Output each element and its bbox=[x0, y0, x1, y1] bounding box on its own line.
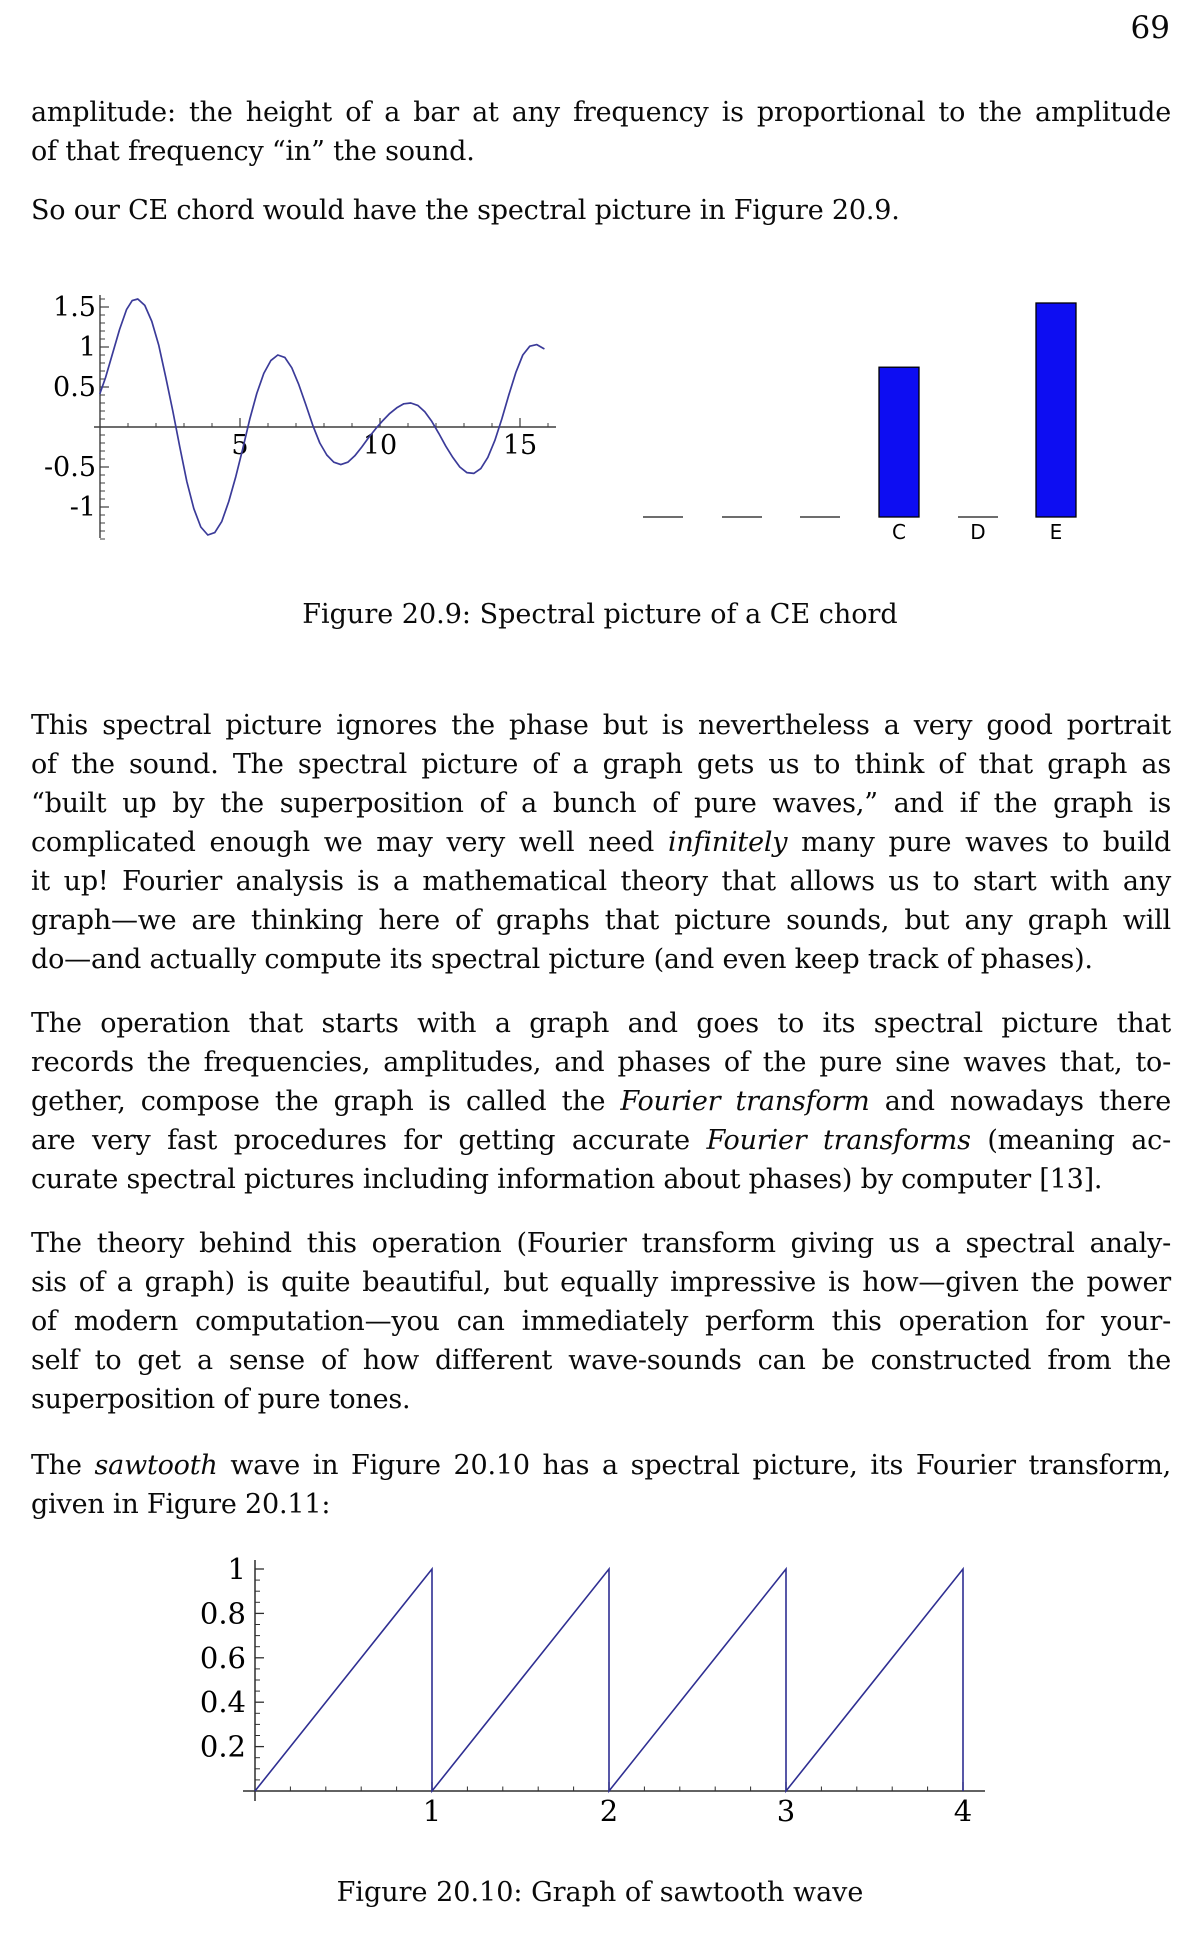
text-line: superposition of pure tones. bbox=[31, 1384, 411, 1415]
figure-caption-20-10: Figure 20.10: Graph of sawtooth wave bbox=[336, 1877, 864, 1908]
ce-chord-spectrum-chart bbox=[610, 268, 1110, 568]
y-tick-label: 0.2 bbox=[199, 1729, 246, 1764]
y-tick-label: 0.4 bbox=[199, 1685, 246, 1720]
waveform-curve bbox=[100, 299, 544, 535]
text-line: sis of a graph) is quite beautiful, but equally impressive is how—given the power bbox=[31, 1267, 1171, 1298]
paragraph-amplitude bbox=[31, 93, 1171, 171]
bar-C bbox=[879, 367, 919, 517]
paragraph-theory-behind bbox=[31, 1224, 1171, 1419]
y-tick-label: -1 bbox=[69, 492, 96, 523]
x-tick-label: 5 bbox=[231, 430, 249, 461]
y-tick-label: 1 bbox=[78, 332, 96, 363]
text-line: amplitude: the height of a bar at any frequency is proportional to the amplitude bbox=[31, 97, 1171, 128]
text-line: graph—we are thinking here of graphs that picture sounds, but any graph will bbox=[31, 905, 1171, 936]
x-tick-label: 1 bbox=[422, 1794, 442, 1825]
text-line: gether, compose the graph is called the Fourier transform and nowadays there bbox=[31, 1086, 1171, 1117]
x-tick-label: 2 bbox=[599, 1794, 619, 1825]
sawtooth-wave-chart bbox=[140, 1545, 1040, 1825]
paragraph-so-our-ce-chord bbox=[31, 191, 1171, 230]
y-tick-label: 0.8 bbox=[199, 1596, 246, 1631]
text-line: self to get a sense of how different wave-sounds can be constructed from the bbox=[31, 1345, 1171, 1376]
y-tick-label: -0.5 bbox=[43, 452, 96, 483]
text-line: do—and actually compute its spectral picture (and even keep track of phases). bbox=[31, 944, 1093, 975]
bar-label-E: E bbox=[1049, 520, 1063, 544]
text-line: of that frequency “in” the sound. bbox=[31, 136, 475, 167]
y-tick-label: 1 bbox=[227, 1552, 246, 1586]
text-line: records the frequencies, amplitudes, and phases of the pure sine waves that, to- bbox=[31, 1047, 1171, 1078]
text-line: complicated enough we may very well need infinitely many pure waves to build bbox=[31, 827, 1171, 858]
text-line: The sawtooth wave in Figure 20.10 has a spectral picture, its Fourier transform, bbox=[31, 1450, 1171, 1481]
text-line: The theory behind this operation (Fourier transform giving us a spectral analy- bbox=[31, 1228, 1171, 1259]
bar-E bbox=[1036, 303, 1076, 517]
x-tick-label: 15 bbox=[502, 430, 538, 461]
figure-caption-20-9: Figure 20.9: Spectral picture of a CE chord bbox=[302, 599, 898, 630]
y-tick-label: 0.6 bbox=[199, 1640, 246, 1675]
text-line: are very fast procedures for getting accurate Fourier transforms (meaning ac- bbox=[31, 1125, 1171, 1156]
ce-chord-waveform-chart bbox=[20, 232, 580, 562]
paragraph-sawtooth-intro bbox=[31, 1446, 1171, 1524]
y-tick-label: 1.5 bbox=[53, 292, 96, 323]
sawtooth-curve bbox=[255, 1569, 963, 1791]
paragraph-fourier-transform bbox=[31, 1004, 1171, 1199]
paragraph-spectral-picture bbox=[31, 706, 1171, 979]
text-line: “built up by the superposition of a bunch of pure waves,” and if the graph is bbox=[31, 788, 1171, 819]
text-line: given in Figure 20.11: bbox=[31, 1489, 331, 1520]
y-tick-label: 0.5 bbox=[53, 372, 96, 403]
x-tick-label: 3 bbox=[776, 1794, 796, 1825]
text-line: curate spectral pictures including information about phases) by computer [13]. bbox=[31, 1164, 1103, 1195]
page-number: 69 bbox=[1130, 10, 1170, 46]
text-line: it up! Fourier analysis is a mathematical theory that allows us to start with any bbox=[31, 866, 1171, 897]
text-line: of the sound. The spectral picture of a graph gets us to think of that graph as bbox=[31, 749, 1171, 780]
bar-label-C: C bbox=[892, 520, 906, 544]
text-line: The operation that starts with a graph and goes to its spectral picture that bbox=[31, 1008, 1171, 1039]
bar-label-D: D bbox=[970, 520, 986, 544]
x-tick-label: 4 bbox=[953, 1794, 973, 1825]
text-line: of modern computation—you can immediately perform this operation for your- bbox=[31, 1306, 1171, 1337]
text-line: This spectral picture ignores the phase but is nevertheless a very good portrait bbox=[31, 710, 1171, 741]
x-tick-label: 10 bbox=[362, 430, 398, 461]
text-line: So our CE chord would have the spectral picture in Figure 20.9. bbox=[31, 195, 900, 226]
